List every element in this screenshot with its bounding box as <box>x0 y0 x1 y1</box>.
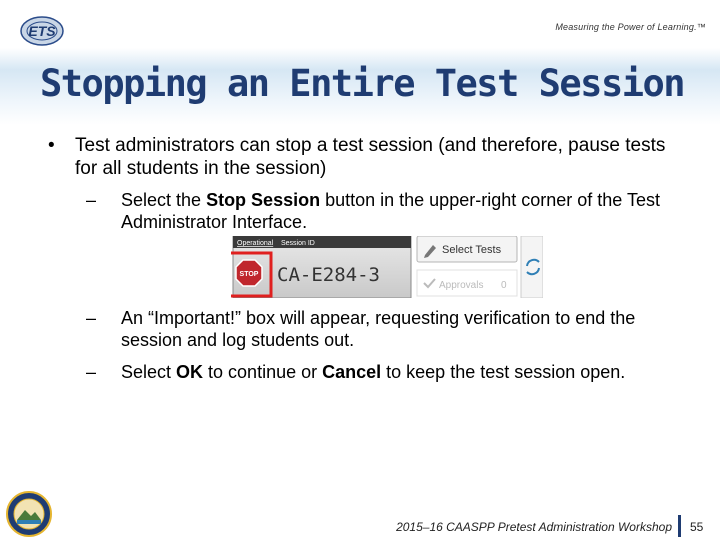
sub-bullet-3 <box>86 361 686 383</box>
footer-text: 2015–16 CAASPP Pretest Administration Workshop <box>396 520 672 534</box>
sub3-post: to keep the test session open. <box>381 362 626 382</box>
sub3-pre: Select <box>121 362 177 382</box>
stop-label: STOP <box>239 271 259 278</box>
approvals-count: 0 <box>501 280 507 291</box>
tagline: Measuring the Power of Learning.™ <box>555 22 706 32</box>
sub1-post: button in the upper-right corner of the Test Administrator Interface. <box>121 190 660 232</box>
dash-3: – <box>86 362 97 382</box>
sub3-bold-ok: OK <box>176 362 204 382</box>
sub-bullet-1-text <box>86 189 686 233</box>
state-seal-icon <box>5 490 53 538</box>
sub1-bold: Stop Session <box>206 190 321 210</box>
sub-bullet-1 <box>86 189 686 233</box>
stop-session-screenshot <box>231 236 543 298</box>
dash-1: – <box>86 190 97 210</box>
select-tests-button[interactable]: Select Tests <box>442 244 502 256</box>
ets-logo <box>20 16 64 46</box>
sub3-mid: to continue or <box>203 362 323 382</box>
slide-title: Stopping an Entire Test Session <box>40 62 685 105</box>
bullet-dot: • <box>48 135 55 156</box>
sub-bullet-2-text: An “Important!” box will appear, requesting verification to end the session and log students out. <box>121 308 636 350</box>
ets-logo-text: ETS <box>28 23 56 39</box>
dash-2: – <box>86 308 97 328</box>
sub-bullet-3-text <box>86 361 686 383</box>
footer-divider <box>678 515 681 537</box>
sub-bullet-2 <box>86 307 686 351</box>
approvals-label[interactable]: Approvals <box>439 280 484 291</box>
sub1-pre: Select the <box>121 190 207 210</box>
sub3-bold-cancel: Cancel <box>322 362 382 382</box>
session-id-label: Session ID <box>281 240 315 247</box>
page-number: 55 <box>690 520 704 534</box>
bullet-text: Test administrators can stop a test session (and therefore, pause tests for all students in the session) <box>75 135 666 179</box>
session-id-value: CA-E284-3 <box>277 264 380 286</box>
operational-label: Operational <box>237 240 274 247</box>
bullet-main <box>48 134 668 180</box>
